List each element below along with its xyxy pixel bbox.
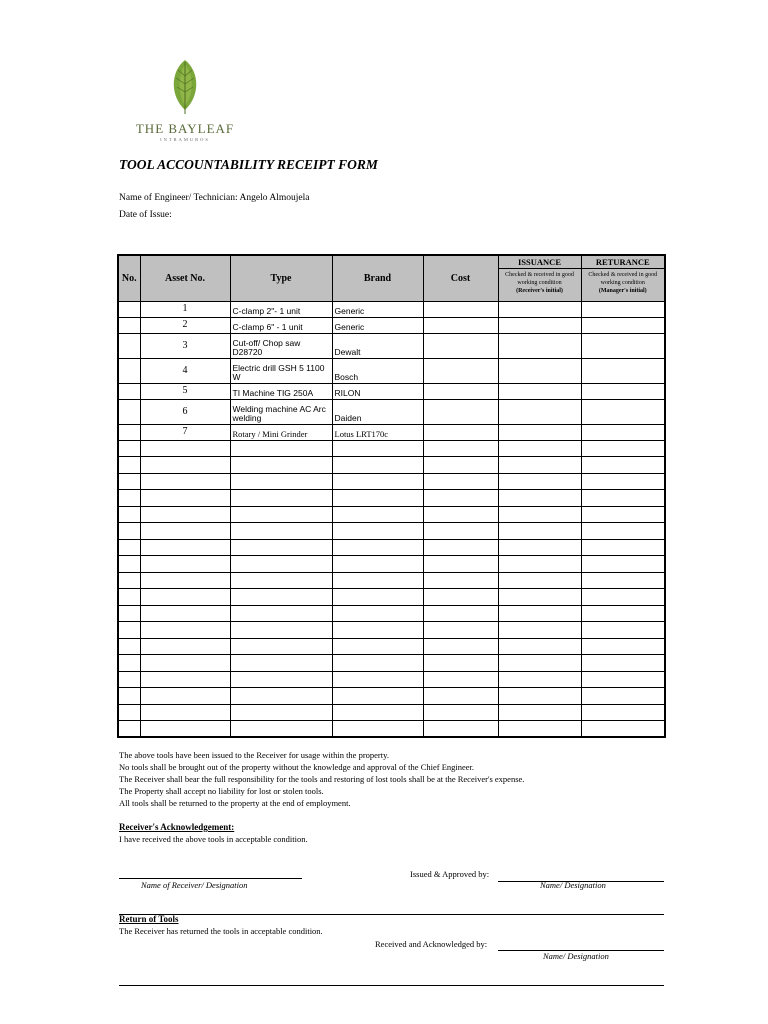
cell-brand <box>332 721 423 738</box>
cell-asset-no: 3 <box>140 333 230 358</box>
cell-returnance <box>581 301 665 317</box>
bayleaf-logo <box>126 58 244 150</box>
cell-asset-no <box>140 688 230 705</box>
cell-issuance <box>498 671 581 688</box>
table-row <box>118 655 665 672</box>
cell-brand: Generic <box>332 301 423 317</box>
cell-no <box>118 671 140 688</box>
table-row <box>118 688 665 705</box>
cell-cost <box>423 523 498 540</box>
divider <box>119 914 664 915</box>
cell-brand <box>332 506 423 523</box>
bottom-divider <box>119 985 664 986</box>
header-issuance <box>498 255 581 301</box>
receiver-label: Name of Receiver/ Designation <box>141 880 248 890</box>
cell-returnance <box>581 622 665 639</box>
cell-brand <box>332 440 423 457</box>
cell-issuance <box>498 301 581 317</box>
cell-type <box>230 655 332 672</box>
cell-returnance <box>581 383 665 399</box>
cell-type <box>230 506 332 523</box>
note-line: The Property shall accept no liability for lost or stolen tools. <box>119 786 324 796</box>
cell-type: Cut-off/ Chop saw D28720 <box>230 333 332 358</box>
cell-type: C-clamp 6" - 1 unit <box>230 317 332 333</box>
cell-no <box>118 457 140 474</box>
cell-returnance <box>581 457 665 474</box>
cell-type: Electric drill GSH 5 1100 W <box>230 358 332 383</box>
cell-returnance <box>581 490 665 507</box>
cell-asset-no: 4 <box>140 358 230 383</box>
receiver-signature-line[interactable] <box>119 878 302 879</box>
cell-issuance <box>498 638 581 655</box>
cell-asset-no <box>140 704 230 721</box>
cell-brand <box>332 704 423 721</box>
cell-issuance <box>498 622 581 639</box>
cell-cost <box>423 704 498 721</box>
header-brand: Brand <box>332 255 423 301</box>
cell-issuance <box>498 473 581 490</box>
leaf-icon <box>170 58 200 116</box>
cell-cost <box>423 556 498 573</box>
table-row <box>118 358 665 383</box>
cell-no <box>118 473 140 490</box>
table-row <box>118 383 665 399</box>
header-returnance <box>581 255 665 301</box>
cell-returnance <box>581 688 665 705</box>
cell-brand <box>332 539 423 556</box>
return-text: The Receiver has returned the tools in acceptable condition. <box>119 926 323 936</box>
cell-issuance <box>498 506 581 523</box>
note-line: All tools shall be returned to the property at the end of employment. <box>119 798 351 808</box>
issuer-designation-label: Name/ Designation <box>540 880 606 890</box>
cell-brand <box>332 457 423 474</box>
cell-asset-no: 1 <box>140 301 230 317</box>
table-row <box>118 399 665 424</box>
cell-returnance <box>581 539 665 556</box>
table-row <box>118 473 665 490</box>
cell-no <box>118 383 140 399</box>
cell-no <box>118 622 140 639</box>
cell-brand <box>332 622 423 639</box>
cell-type <box>230 638 332 655</box>
cell-brand: Bosch <box>332 358 423 383</box>
acknowledgement-title: Receiver's Acknowledgement: <box>119 822 235 832</box>
cell-issuance <box>498 688 581 705</box>
cell-returnance <box>581 589 665 606</box>
cell-asset-no <box>140 473 230 490</box>
table-row <box>118 721 665 738</box>
cell-cost <box>423 490 498 507</box>
issuance-label: ISSUANCE <box>499 256 581 269</box>
cell-type <box>230 622 332 639</box>
cell-no <box>118 317 140 333</box>
cell-asset-no <box>140 671 230 688</box>
cell-asset-no <box>140 572 230 589</box>
cell-returnance <box>581 523 665 540</box>
table-row <box>118 424 665 440</box>
cell-brand <box>332 523 423 540</box>
cell-asset-no <box>140 440 230 457</box>
cell-no <box>118 333 140 358</box>
cell-cost <box>423 655 498 672</box>
cell-returnance <box>581 358 665 383</box>
cell-issuance <box>498 539 581 556</box>
cell-issuance <box>498 704 581 721</box>
cell-cost <box>423 671 498 688</box>
cell-issuance <box>498 589 581 606</box>
cell-asset-no <box>140 605 230 622</box>
cell-returnance <box>581 704 665 721</box>
cell-returnance <box>581 671 665 688</box>
cell-brand <box>332 589 423 606</box>
cell-issuance <box>498 655 581 672</box>
cell-returnance <box>581 317 665 333</box>
cell-asset-no: 6 <box>140 399 230 424</box>
table-row <box>118 556 665 573</box>
cell-cost <box>423 506 498 523</box>
cell-returnance <box>581 424 665 440</box>
note-line: The above tools have been issued to the Receiver for usage within the property. <box>119 750 389 760</box>
cell-issuance <box>498 605 581 622</box>
table-row <box>118 704 665 721</box>
cell-returnance <box>581 473 665 490</box>
cell-no <box>118 523 140 540</box>
cell-cost <box>423 605 498 622</box>
cell-type <box>230 539 332 556</box>
issued-approved-label: Issued & Approved by: <box>410 869 490 879</box>
cell-asset-no <box>140 457 230 474</box>
cell-issuance <box>498 383 581 399</box>
cell-type: Rotary / Mini Grinder <box>230 424 332 440</box>
cell-brand <box>332 490 423 507</box>
cell-returnance <box>581 638 665 655</box>
cell-no <box>118 506 140 523</box>
logo-name: THE BAYLEAF <box>135 121 235 136</box>
table-row <box>118 440 665 457</box>
cell-cost <box>423 721 498 738</box>
cell-issuance <box>498 457 581 474</box>
cell-no <box>118 399 140 424</box>
return-title: Return of Tools <box>119 914 179 924</box>
cell-type <box>230 473 332 490</box>
cell-type <box>230 457 332 474</box>
cell-no <box>118 539 140 556</box>
cell-asset-no <box>140 622 230 639</box>
cell-issuance <box>498 333 581 358</box>
cell-cost <box>423 589 498 606</box>
date-of-issue-line: Date of Issue: <box>119 210 172 220</box>
cell-no <box>118 556 140 573</box>
engineer-line: Name of Engineer/ Technician: Angelo Almoujela <box>119 193 310 203</box>
cell-issuance <box>498 523 581 540</box>
cell-issuance <box>498 440 581 457</box>
cell-cost <box>423 440 498 457</box>
cell-cost <box>423 301 498 317</box>
header-no: No. <box>118 255 140 301</box>
cell-cost <box>423 572 498 589</box>
cell-no <box>118 589 140 606</box>
returnance-initial: (Manager's initial) <box>598 288 647 294</box>
cell-cost <box>423 622 498 639</box>
cell-type: Welding machine AC Arc welding <box>230 399 332 424</box>
cell-asset-no <box>140 556 230 573</box>
cell-returnance <box>581 655 665 672</box>
issuance-sub: Checked & received in good working condition <box>505 272 574 286</box>
cell-no <box>118 424 140 440</box>
tools-table <box>117 254 666 738</box>
cell-cost <box>423 457 498 474</box>
cell-brand <box>332 572 423 589</box>
cell-no <box>118 655 140 672</box>
cell-brand: Daiden <box>332 399 423 424</box>
cell-no <box>118 638 140 655</box>
cell-type <box>230 572 332 589</box>
cell-brand <box>332 473 423 490</box>
cell-no <box>118 704 140 721</box>
cell-type <box>230 704 332 721</box>
cell-asset-no <box>140 523 230 540</box>
table-row <box>118 622 665 639</box>
cell-asset-no: 5 <box>140 383 230 399</box>
cell-cost <box>423 638 498 655</box>
cell-returnance <box>581 572 665 589</box>
cell-type <box>230 440 332 457</box>
cell-cost <box>423 358 498 383</box>
cell-no <box>118 688 140 705</box>
table-row <box>118 605 665 622</box>
cell-brand <box>332 671 423 688</box>
cell-no <box>118 572 140 589</box>
cell-brand: RILON <box>332 383 423 399</box>
table-row <box>118 589 665 606</box>
notes-block <box>119 749 524 809</box>
table-row <box>118 490 665 507</box>
cell-type <box>230 721 332 738</box>
header-cost: Cost <box>423 255 498 301</box>
cell-cost <box>423 539 498 556</box>
cell-no <box>118 490 140 507</box>
table-row <box>118 539 665 556</box>
cell-type <box>230 605 332 622</box>
cell-asset-no <box>140 655 230 672</box>
form-title: TOOL ACCOUNTABILITY RECEIPT FORM <box>119 157 378 172</box>
logo-subtitle: INTRAMUROS <box>160 137 210 142</box>
cell-cost <box>423 473 498 490</box>
cell-cost <box>423 317 498 333</box>
cell-type <box>230 523 332 540</box>
cell-brand <box>332 556 423 573</box>
cell-cost <box>423 333 498 358</box>
cell-returnance <box>581 721 665 738</box>
cell-cost <box>423 424 498 440</box>
cell-returnance <box>581 506 665 523</box>
cell-type <box>230 688 332 705</box>
cell-returnance <box>581 333 665 358</box>
cell-returnance <box>581 605 665 622</box>
cell-issuance <box>498 424 581 440</box>
issuance-initial: (Receiver's initial) <box>516 288 563 294</box>
header-type: Type <box>230 255 332 301</box>
cell-returnance <box>581 440 665 457</box>
received-acknowledged-label: Received and Acknowledged by: <box>375 939 488 949</box>
table-row <box>118 671 665 688</box>
cell-returnance <box>581 399 665 424</box>
cell-type <box>230 589 332 606</box>
cell-asset-no: 2 <box>140 317 230 333</box>
cell-type <box>230 556 332 573</box>
cell-asset-no <box>140 539 230 556</box>
table-header-row <box>118 255 665 301</box>
table-row <box>118 333 665 358</box>
cell-asset-no <box>140 490 230 507</box>
table-row <box>118 301 665 317</box>
cell-type: C-clamp 2"- 1 unit <box>230 301 332 317</box>
cell-brand: Generic <box>332 317 423 333</box>
cell-no <box>118 358 140 383</box>
note-line: No tools shall be brought out of the property without the knowledge and approval of the Chief Engineer. <box>119 762 475 772</box>
cell-type <box>230 671 332 688</box>
return-designation-label: Name/ Designation <box>543 951 609 961</box>
table-row <box>118 523 665 540</box>
returnance-sub: Checked & received in good working condition <box>588 272 658 286</box>
cell-returnance <box>581 556 665 573</box>
cell-asset-no <box>140 589 230 606</box>
cell-type: TI Machine TIG 250A <box>230 383 332 399</box>
cell-issuance <box>498 556 581 573</box>
cell-asset-no <box>140 721 230 738</box>
cell-no <box>118 605 140 622</box>
note-line: The Receiver shall bear the full responsibility for the tools and restoring of lost tools shall be at the Receiver's expense. <box>119 774 525 784</box>
cell-brand <box>332 605 423 622</box>
cell-no <box>118 721 140 738</box>
cell-issuance <box>498 721 581 738</box>
cell-cost <box>423 383 498 399</box>
table-row <box>118 457 665 474</box>
cell-asset-no: 7 <box>140 424 230 440</box>
cell-brand: Dewalt <box>332 333 423 358</box>
cell-cost <box>423 399 498 424</box>
cell-brand <box>332 655 423 672</box>
header-asset-no: Asset No. <box>140 255 230 301</box>
cell-no <box>118 301 140 317</box>
cell-issuance <box>498 490 581 507</box>
cell-asset-no <box>140 506 230 523</box>
cell-brand <box>332 638 423 655</box>
cell-type <box>230 490 332 507</box>
cell-issuance <box>498 358 581 383</box>
cell-no <box>118 440 140 457</box>
cell-issuance <box>498 399 581 424</box>
cell-issuance <box>498 572 581 589</box>
table-row <box>118 572 665 589</box>
cell-asset-no <box>140 638 230 655</box>
cell-brand: Lotus LRT170c <box>332 424 423 440</box>
cell-issuance <box>498 317 581 333</box>
table-row <box>118 638 665 655</box>
acknowledgement-text: I have received the above tools in acceptable condition. <box>119 834 308 844</box>
table-row <box>118 317 665 333</box>
table-row <box>118 506 665 523</box>
cell-cost <box>423 688 498 705</box>
cell-brand <box>332 688 423 705</box>
returnance-label: RETURANCE <box>582 256 665 269</box>
